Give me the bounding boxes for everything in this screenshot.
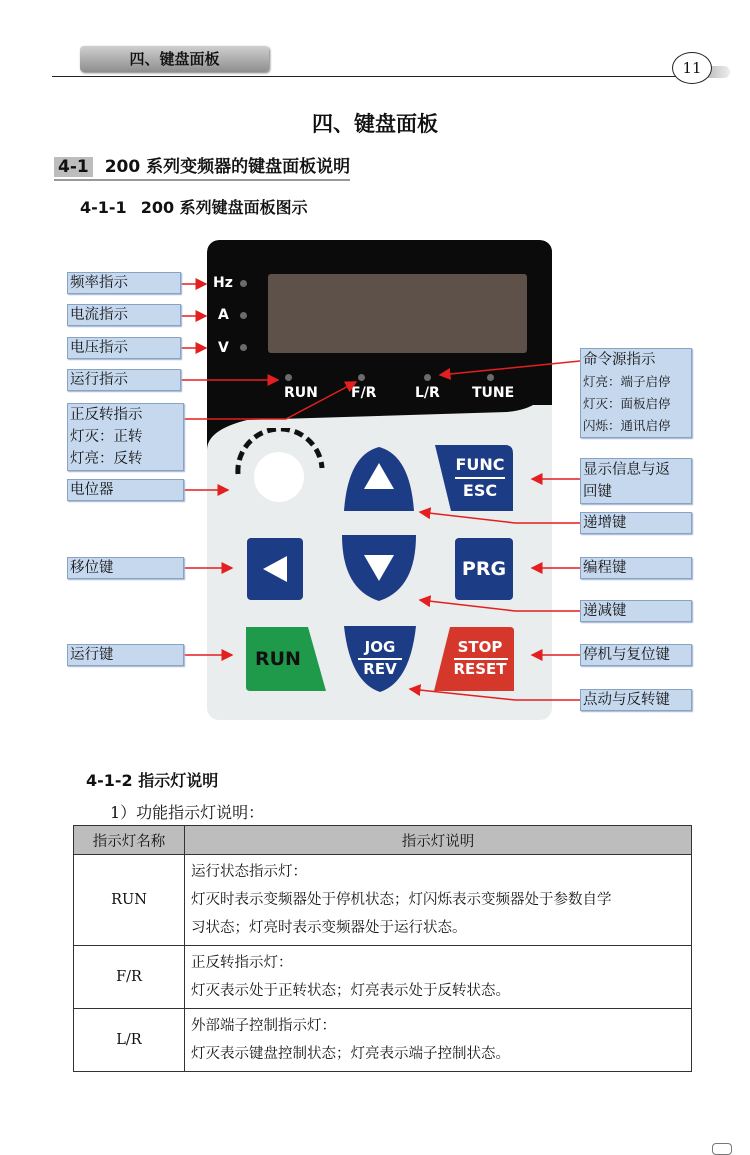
label-voltage-indicator: 电压指示 (67, 337, 181, 359)
run-key-label: RUN (255, 648, 301, 670)
page-number: 11 (672, 52, 712, 84)
label-line: 灯亮：反转 (70, 451, 143, 467)
label-line: 灯灭：正转 (70, 429, 143, 445)
label-fr-indicator (67, 403, 184, 471)
label-potentiometer: 电位器 (67, 479, 184, 501)
label-increment-key: 递增键 (580, 512, 692, 534)
indicator-a-label: A (218, 307, 229, 323)
page-title: 四、键盘面板 (312, 112, 438, 136)
indicator-fr-label: F/R (351, 385, 377, 401)
description-line: 灯灭时表示变频器处于停机状态；灯闪烁表示变频器处于参数自学 (191, 892, 612, 908)
jog-label: JOG (364, 638, 396, 656)
section-number: 4-1-1 (80, 198, 127, 217)
description-line: 灯灭表示处于正转状态；灯亮表示处于反转状态。 (191, 983, 510, 999)
table-header-name: 指示灯名称 (74, 826, 185, 855)
label-line: 回键 (583, 484, 612, 500)
description-line: 外部端子控制指示灯： (191, 1018, 336, 1034)
table-cell-name: RUN (74, 855, 185, 946)
label-line: 正反转指示 (70, 407, 143, 423)
table-row (74, 855, 692, 946)
page-corner-mark (712, 1143, 732, 1155)
table-header-row (74, 826, 692, 855)
table-header-description: 指示灯说明 (185, 826, 692, 855)
table-row (74, 1009, 692, 1072)
label-shift-key: 移位键 (67, 557, 184, 579)
indicator-hz-label: Hz (213, 275, 233, 291)
section-text: 200 系列变频器的键盘面板说明 (104, 157, 351, 177)
label-command-source-indicator (580, 348, 692, 438)
description-line: 运行状态指示灯： (191, 864, 307, 880)
label-program-key: 编程键 (580, 557, 692, 579)
indicator-table (73, 825, 692, 1072)
header-chapter-tab: 四、键盘面板 (80, 46, 269, 72)
rev-label: REV (363, 660, 397, 678)
reset-label: RESET (453, 660, 507, 678)
label-line: 显示信息与返 (583, 462, 670, 478)
prg-label: PRG (461, 558, 507, 580)
section-text: 200 系列键盘面板图示 (140, 198, 308, 217)
description-line: 正反转指示灯： (191, 955, 293, 971)
label-decrement-key: 递减键 (580, 600, 692, 622)
label-jog-reverse-key: 点动与反转键 (580, 689, 692, 711)
label-stop-reset-key: 停机与复位键 (580, 644, 692, 666)
table-row (74, 946, 692, 1009)
indicator-v-label: V (218, 340, 229, 356)
label-frequency-indicator: 频率指示 (67, 272, 181, 294)
indicator-lr-label: L/R (415, 385, 440, 401)
label-line: 命令源指示 (583, 352, 656, 368)
indicator-tune-label: TUNE (472, 385, 515, 401)
indicator-run-label: RUN (284, 385, 318, 401)
label-run-indicator: 运行指示 (67, 369, 181, 391)
description-line: 灯灭表示键盘控制状态；灯亮表示端子控制状态。 (191, 1046, 510, 1062)
table-cell-name: F/R (74, 946, 185, 1009)
section-heading-4-1-2: 4-1-2 指示灯说明 (86, 771, 219, 790)
description-line: 习状态；灯亮时表示变频器处于运行状态。 (191, 920, 467, 936)
table-cell-description (185, 1009, 692, 1072)
esc-label: ESC (462, 481, 498, 500)
label-display-return-key (580, 458, 692, 504)
label-current-indicator: 电流指示 (67, 304, 181, 326)
table-cell-name: L/R (74, 1009, 185, 1072)
label-line: 灯亮：端子启停 (583, 374, 671, 389)
table-cell-description (185, 855, 692, 946)
func-label: FUNC (455, 455, 505, 474)
stop-label: STOP (457, 638, 503, 656)
table-cell-description (185, 946, 692, 1009)
label-line: 闪烁：通讯启停 (583, 418, 671, 433)
section-number: 4-1 (54, 157, 93, 177)
label-run-key: 运行键 (67, 644, 184, 666)
subsection-heading: 1）功能指示灯说明： (110, 803, 265, 822)
label-line: 灯灭：面板启停 (583, 396, 671, 411)
